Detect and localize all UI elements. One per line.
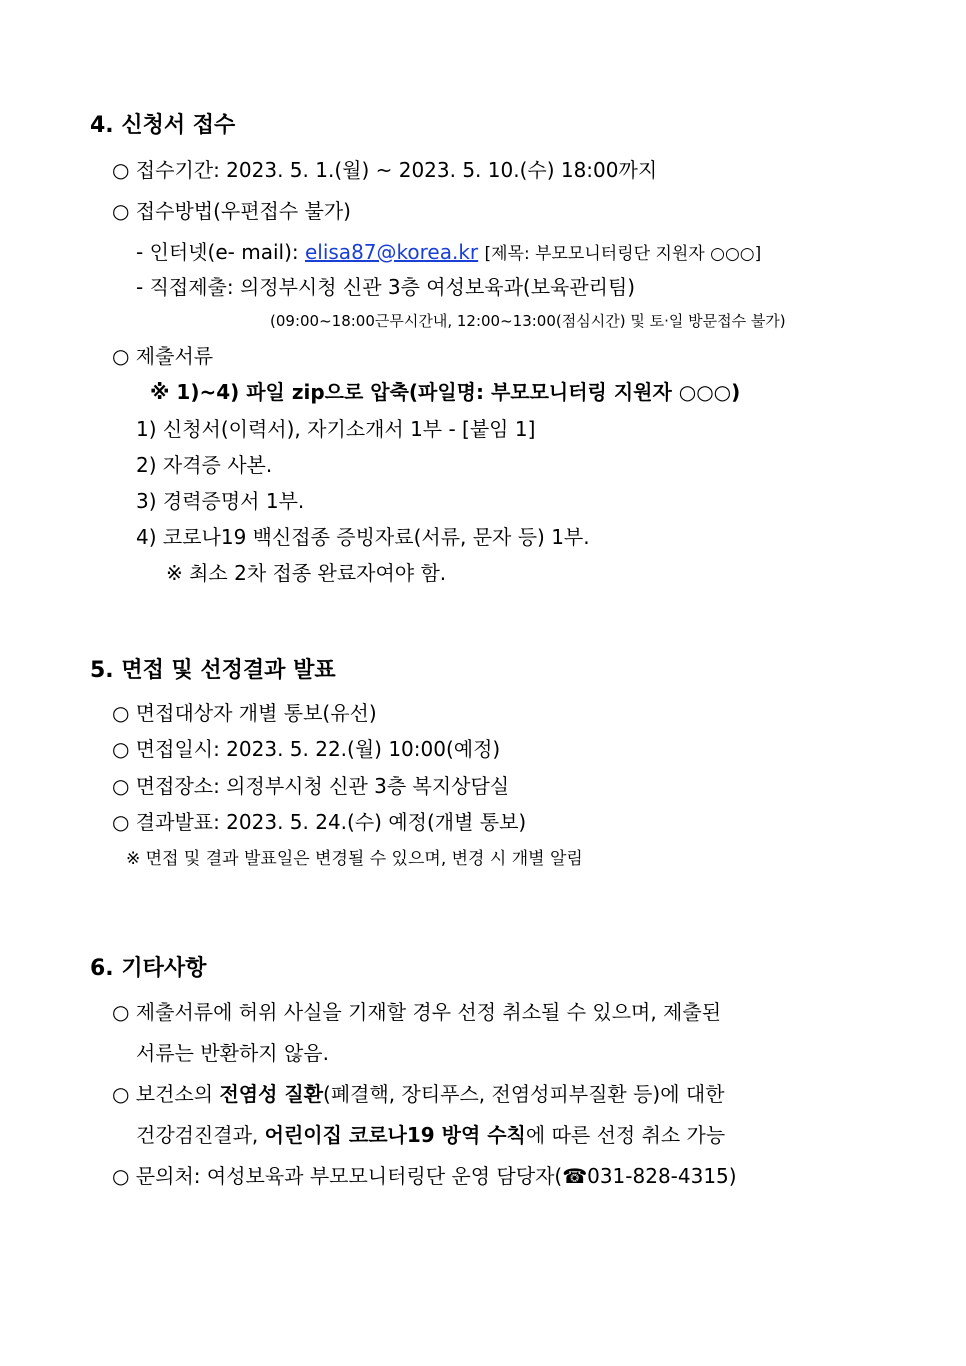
internet-label: - 인터넷(e- mail): (136, 240, 299, 264)
health-check-notice-line1 (112, 1084, 725, 1104)
email-subject: [제목: 부모모니터링단 지원자 ○○○] (484, 244, 762, 264)
interview-date: ○ 면접일시: 2023. 5. 22.(월) 10:00(예정) (112, 737, 501, 761)
section-5-title: 5. 면접 및 선정결과 발표 (90, 658, 336, 683)
contact-prefix: ○ 문의처: (112, 1164, 201, 1188)
document-4-note: ※ 최소 2차 접종 완료자여야 함. (166, 561, 447, 585)
contact-info (112, 1166, 737, 1186)
contact-text: 여성보육과 부모모니터링단 운영 담당자(☎031-828-4315) (206, 1164, 737, 1188)
section-4-title: 4. 신청서 접수 (90, 113, 236, 138)
application-method: ○ 접수방법(우편접수 불가) (112, 199, 351, 223)
result-announcement: ○ 결과발표: 2023. 5. 24.(수) 예정(개별 통보) (112, 810, 527, 834)
interview-place: ○ 면접장소: 의정부시청 신관 3층 복지상담실 (112, 774, 510, 798)
health-check-prefix: ○ 보건소의 (112, 1082, 214, 1106)
direct-submission (136, 277, 635, 297)
documents-title: ○ 제출서류 (112, 344, 214, 368)
application-period: ○ 접수기간: 2023. 5. 1.(월) ~ 2023. 5. 10.(수) 18:00까지 (112, 158, 658, 182)
health-check-line2-rest: 에 따른 선정 취소 가능 (525, 1123, 726, 1147)
document-1: 1) 신청서(이력서), 자기소개서 1부 - [붙임 1] (136, 417, 536, 441)
document-2: 2) 자격증 사본. (136, 453, 273, 477)
direct-text: 의정부시청 신관 3층 여성보육과(보육관리팀) (239, 275, 636, 299)
direct-note: (09:00~18:00근무시간내, 12:00~13:00(점심시간) 및 토·일 방문접수 불가) (270, 312, 786, 330)
internet-submission (136, 242, 761, 263)
health-check-rest: (폐결핵, 장티푸스, 전염성피부질환 등)에 대한 (323, 1082, 725, 1106)
document-3: 3) 경력증명서 1부. (136, 489, 305, 513)
interview-target: ○ 면접대상자 개별 통보(유선) (112, 701, 377, 725)
document-4: 4) 코로나19 백신접종 증빙자료(서류, 문자 등) 1부. (136, 525, 590, 549)
section-6-title: 6. 기타사항 (90, 956, 207, 981)
zip-note: ※ 1)~4) 파일 zip으로 압축(파일명: 부모모니터링 지원자 ○○○) (150, 380, 741, 404)
health-check-line2-prefix: 건강검진결과, (136, 1123, 259, 1147)
infectious-disease-emphasis: 전염성 질환 (219, 1082, 324, 1106)
daycare-rules-emphasis: 어린이집 코로나19 방역 수칙 (264, 1123, 526, 1147)
false-info-notice-line2: 서류는 반환하지 않음. (136, 1041, 329, 1065)
false-info-notice-line1: ○ 제출서류에 허위 사실을 기재할 경우 선정 취소될 수 있으며, 제출된 (112, 1000, 722, 1024)
direct-label: - 직접제출: (136, 275, 234, 299)
email-link[interactable]: elisa87@korea.kr (304, 240, 479, 264)
health-check-notice-line2 (136, 1125, 725, 1145)
schedule-change-note: ※ 면접 및 결과 발표일은 변경될 수 있으며, 변경 시 개별 알림 (126, 849, 583, 869)
